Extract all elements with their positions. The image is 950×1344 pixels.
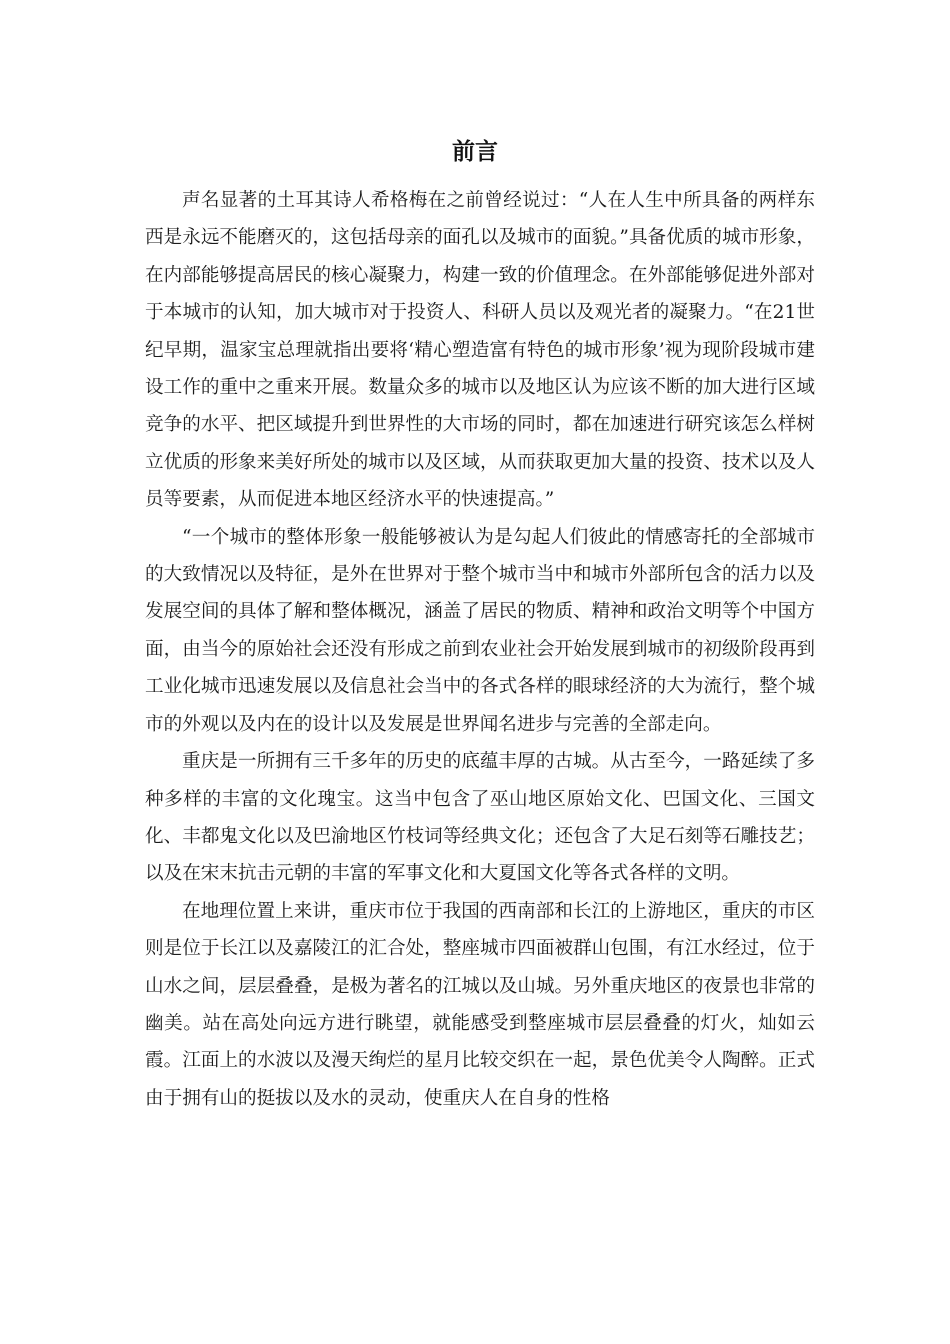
paragraph-4: 在地理位置上来讲，重庆市位于我国的西南部和长江的上游地区，重庆的市区则是位于长江以及嘉陵江的汇合处，整座城市四面被群山包围，有江水经过，位于山水之间，层层叠叠，是极为著名的江城以及山城。另外重庆地区的夜景也非常的幽美。站在高处向远方进行眺望，就能感受到整座城市层层叠叠的灯火，灿如云霞。江面上的水波以及漫天绚烂的星月比较交织在一起，景色优美令人陶醉。正式由于拥有山的挺拔以及水的灵动，使重庆人在自身的性格 bbox=[145, 900, 815, 1109]
paragraph-2: “一个城市的整体形象一般能够被认为是勾起人们彼此的情感寄托的全部城市的大致情况以及特征，是外在世界对于整个城市当中和城市外部所包含的活力以及发展空间的具体了解和整体概况，涵盖了居民的物质、精神和政治文明等个中国方面，由当今的原始社会还没有形成之前到农业社会开始发展到城市的初级阶段再到工业化城市迅速发展以及信息社会当中的各式各样的眼球经济的大为流行，整个城市的外观以及内在的设计以及发展是世界闻名进步与完善的全部走向。 bbox=[145, 526, 815, 735]
paragraph-1: 声名显著的土耳其诗人希格梅在之前曾经说过：“人在人生中所具备的两样东西是永远不能磨灭的，这包括母亲的面孔以及城市的面貌。”具备优质的城市形象，在内部能够提高居民的核心凝聚力，构建一致的价值理念。在外部能够促进外部对于本城市的认知，加大城市对于投资人、科研人员以及观光者的凝聚力。“在21世纪早期，温家宝总理就指出要将‘精心塑造富有特色的城市形象’视为现阶段城市建设工作的重中之重来开展。数量众多的城市以及地区认为应该不断的加大进行区域竞争的水平、把区域提升到世界性的大市场的同时，都在加速进行研究该怎么样树立优质的形象来美好所处的城市以及区域，从而获取更加大量的投资、技术以及人员等要素，从而促进本地区经济水平的快速提高。” bbox=[145, 190, 815, 511]
page-title: 前言 bbox=[452, 139, 498, 165]
body-text bbox=[145, 182, 815, 1117]
paragraph-3: 重庆是一所拥有三千多年的历史的底蕴丰厚的古城。从古至今，一路延续了多种多样的丰富的文化瑰宝。这当中包含了巫山地区原始文化、巴国文化、三国文化、丰都鬼文化以及巴渝地区竹枝词等经典文化；还包含了大足石刻等石雕技艺；以及在宋末抗击元朝的丰富的军事文化和大夏国文化等各式各样的文明。 bbox=[145, 751, 815, 885]
